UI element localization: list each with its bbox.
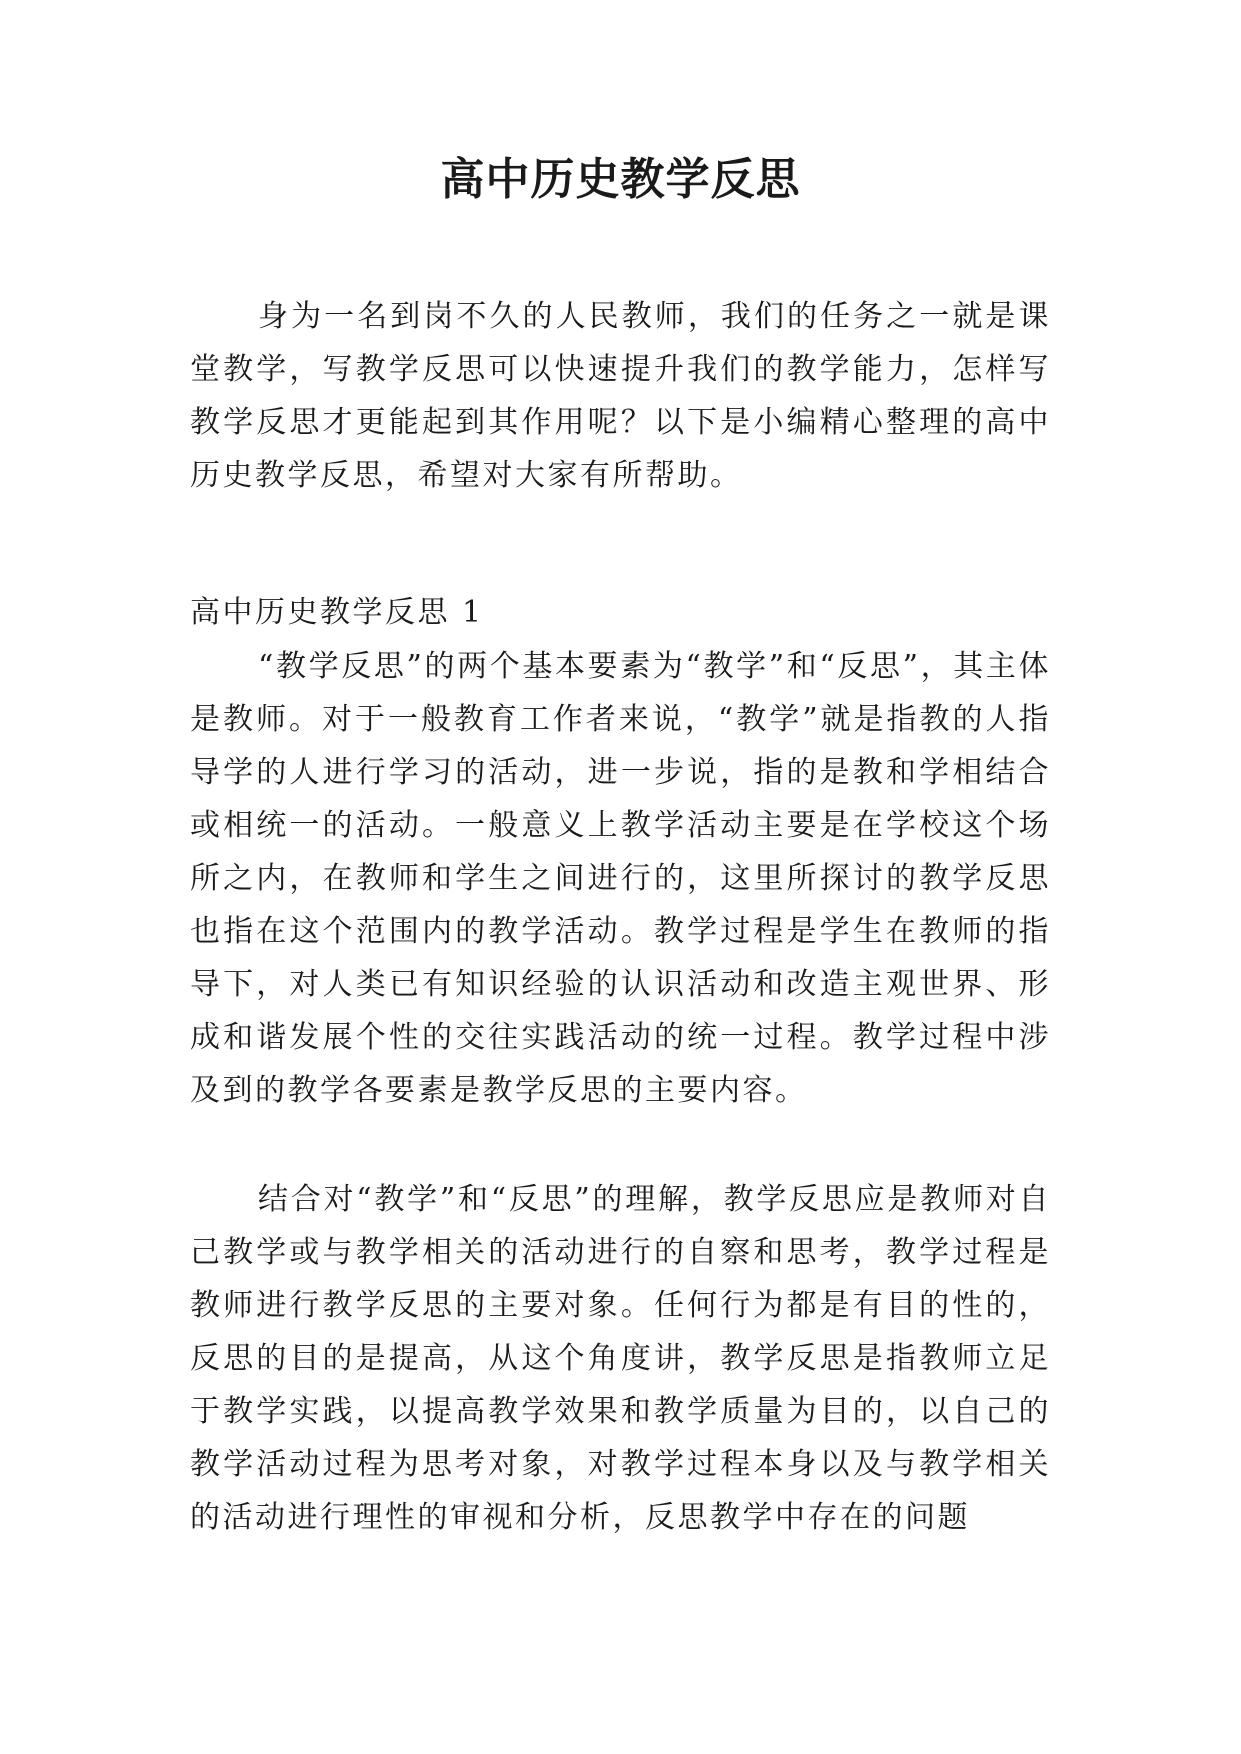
body-paragraph-1: “教学反思”的两个基本要素为“教学”和“反思”，其主体是教师。对于一般教育工作者来说，“教学”就是指教的人指导学的人进行学习的活动，进一步说，指的是教和学相结合或相统一的活动。一般意义上教学活动主要是在学校这个场所之内，在教师和学生之间进行的，这里所探讨的教学反思也指在这个范围内的教学活动。教学过程是学生在教师的指导下，对人类已有知识经验的认识活动和改造主观世界、形成和谐发展个性的交往实践活动的统一过程。教学过程中涉及到的教学各要素是教学反思的主要内容。 [190, 649, 1051, 1108]
document-title: 高中历史教学反思 [440, 154, 801, 205]
body-paragraph-2: 结合对“教学”和“反思”的理解，教学反思应是教师对自己教学或与教学相关的活动进行的自察和思考，教学过程是教师进行教学反思的主要对象。任何行为都是有目的性的，反思的目的是提高，从这个角度讲，教学反思是指教师立足于教学实践，以提高教学效果和教学质量为目的，以自己的教学活动过程为思考对象，对教学过程本身以及与教学相关的活动进行理性的审视和分析，反思教学中存在的问题 [190, 1182, 1051, 1535]
section-heading: 高中历史教学反思 1 [190, 595, 484, 630]
intro-paragraph: 身为一名到岗不久的人民教师，我们的任务之一就是课堂教学，写教学反思可以快速提升我们的教学能力，怎样写教学反思才更能起到其作用呢？以下是小编精心整理的高中历史教学反思，希望对大家有所帮助。 [190, 299, 1051, 493]
